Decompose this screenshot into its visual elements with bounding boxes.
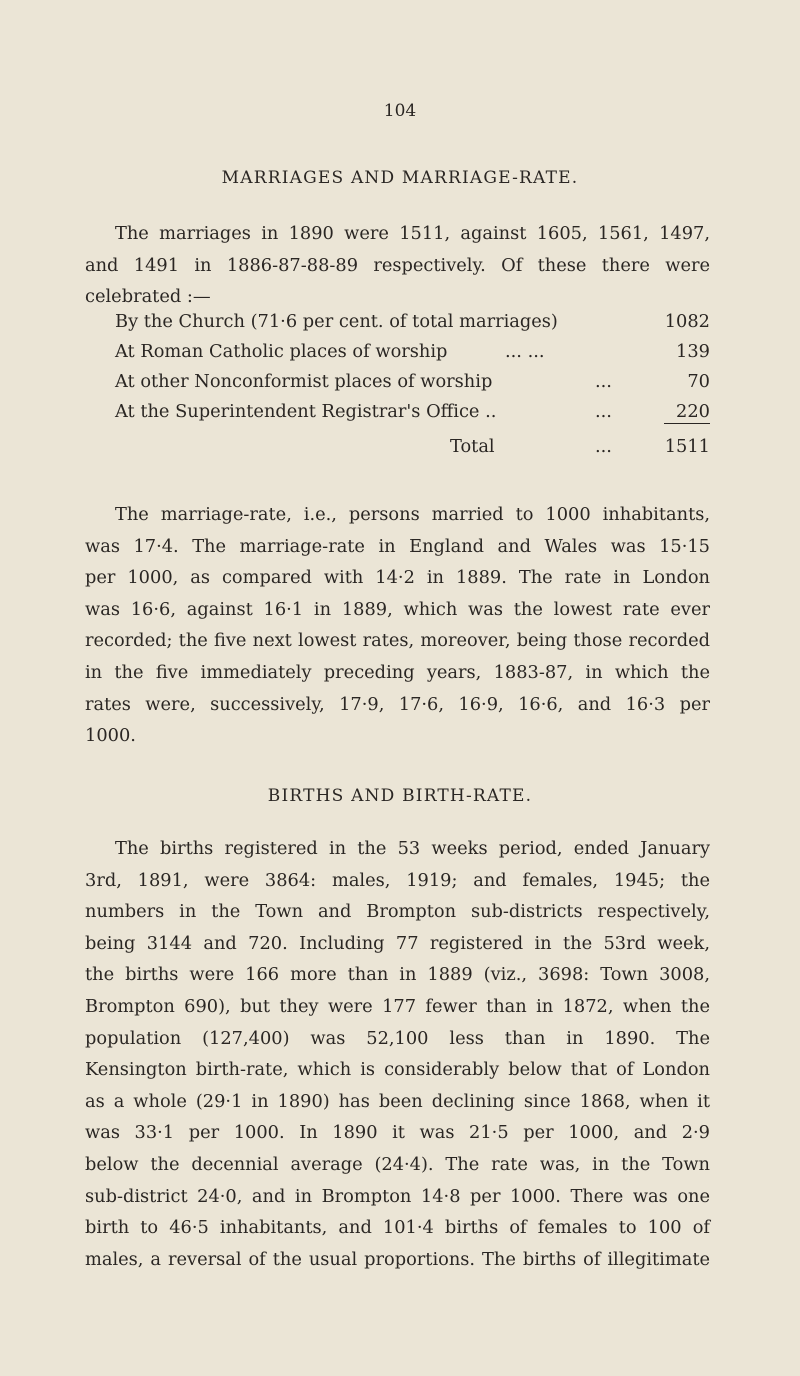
row-leader-dots: ... bbox=[595, 371, 612, 392]
row-value: 1082 bbox=[664, 311, 710, 332]
marriage-row-total bbox=[115, 436, 710, 466]
text-line: below the decennial average (24·4). The rate was, in the Town bbox=[85, 1153, 710, 1175]
marriage-row-registrar-office bbox=[115, 401, 710, 431]
row-value: 220 bbox=[676, 401, 710, 422]
text-line: The marriages in 1890 were 1511, against 1605, 1561, 1497, bbox=[115, 223, 710, 244]
births-paragraph bbox=[85, 833, 710, 1275]
births-heading: BIRTHS AND BIRTH-RATE. bbox=[267, 786, 533, 806]
text-line: population (127,400) was 52,100 less than in 1890. The bbox=[85, 1027, 710, 1049]
row-leader-dots: ... ... bbox=[505, 341, 545, 362]
total-label: Total bbox=[450, 436, 495, 457]
text-line: being 3144 and 720. Including 77 registered in the 53rd week, bbox=[85, 932, 710, 954]
text-line: was 33·1 per 1000. In 1890 it was 21·5 per 1000, and 2·9 bbox=[85, 1122, 710, 1144]
text-line: 3rd, 1891, were 3864: males, 1919; and females, 1945; the bbox=[85, 869, 710, 891]
row-value: 70 bbox=[687, 371, 710, 392]
marriage-row-church bbox=[115, 311, 710, 341]
text-line: the births were 166 more than in 1889 (viz., 3698: Town 3008, bbox=[85, 964, 710, 986]
total-rule bbox=[664, 423, 710, 424]
text-line: Brompton 690), but they were 177 fewer than in 1872, when the bbox=[85, 995, 710, 1017]
row-label: At the Superintendent Registrar's Office .. bbox=[115, 401, 497, 422]
total-value: 1511 bbox=[664, 436, 710, 457]
text-line: was 17·4. The marriage-rate in England and Wales was 15·15 bbox=[85, 535, 710, 557]
row-value: 139 bbox=[676, 341, 710, 362]
text-line: rates were, successively, 17·9, 17·6, 16·9, 16·6, and 16·3 per bbox=[85, 693, 710, 715]
row-leader-dots: ... bbox=[595, 401, 612, 422]
text-line: and 1491 in 1886-87-88-89 respectively. Of these there were bbox=[85, 254, 710, 276]
marriages-intro-paragraph bbox=[85, 218, 710, 313]
text-line: 1000. bbox=[85, 725, 136, 747]
marriages-heading: MARRIAGES AND MARRIAGE-RATE. bbox=[221, 168, 579, 188]
text-line: numbers in the Town and Brompton sub-districts respectively, bbox=[85, 901, 710, 923]
marriage-row-nonconformist bbox=[115, 371, 710, 401]
marriage-rate-paragraph bbox=[85, 499, 710, 752]
row-label: By the Church (71·6 per cent. of total marriages) bbox=[115, 311, 558, 332]
text-line: as a whole (29·1 in 1890) has been declining since 1868, when it bbox=[85, 1090, 710, 1112]
text-line: males, a reversal of the usual proportions. The births of illegitimate bbox=[85, 1248, 710, 1270]
marriage-row-roman-catholic bbox=[115, 341, 710, 371]
text-line: in the five immediately preceding years, 1883-87, in which the bbox=[85, 661, 710, 683]
row-label: At Roman Catholic places of worship bbox=[115, 341, 448, 362]
text-line: sub-district 24·0, and in Brompton 14·8 per 1000. There was one bbox=[85, 1185, 710, 1207]
text-line: per 1000, as compared with 14·2 in 1889. The rate in London bbox=[85, 567, 710, 589]
text-line: Kensington birth-rate, which is considerably below that of London bbox=[85, 1059, 710, 1081]
text-line: The births registered in the 53 weeks period, ended January bbox=[115, 838, 710, 859]
text-line: The marriage-rate, i.e., persons married to 1000 inhabitants, bbox=[115, 504, 710, 525]
text-line: birth to 46·5 inhabitants, and 101·4 births of females to 100 of bbox=[85, 1217, 710, 1239]
text-line: was 16·6, against 16·1 in 1889, which was the lowest rate ever bbox=[85, 598, 710, 620]
text-line: recorded; the five next lowest rates, moreover, being those recorded bbox=[85, 630, 710, 652]
row-leader-dots: ... bbox=[595, 436, 612, 457]
page-number: 104 bbox=[383, 101, 417, 121]
row-label: At other Nonconformist places of worship bbox=[115, 371, 493, 392]
text-line: celebrated :— bbox=[85, 286, 211, 308]
